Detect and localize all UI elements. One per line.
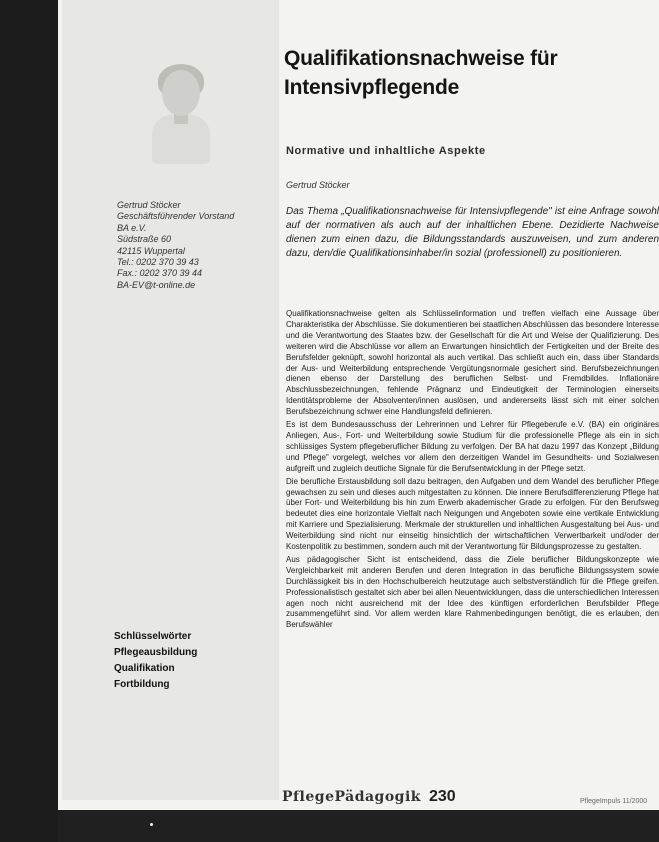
body-paragraph: Die berufliche Erstausbildung soll dazu beitragen, den Aufgaben und dem Wandel des beruflicher Pflege gewachsen zu sein und dieses auch mitgestalten zu können. Die innere Berufsdifferenzierung Pflege hat über Fort- und Weiterbildung bis hin zum Erwerb akademischer Grade zu erfolgen. Für den Berufsweg bedeutet dies eine horizontale Vielfalt nach Neigungen und Angeboten sowie eine vertikale Entwicklung mit Karriere und Spezialisierung. Merkmale der strukturellen und inhaltlichen Ausgestaltung bei Aus- und Weiterbildung sind nicht nur einseitig hinsichtlich der wirtschaftlichen Verwertbarkeit und/oder der Kostenpolitik zu bestimmen, sondern auch mit der Verantwortung für Bildungsprozesse zu gestalten. (286, 476, 659, 552)
article-lead: Das Thema „Qualifikationsnachweise für Intensivpflegende" ist eine Anfrage sowohl auf der normativen als auch auf der inhaltlichen Ebene. Dezidierte Nachweise dienen zum einen dazu, die Bildungsstandards auszuweisen, und zum anderen dazu, den/die Qualifikationsinhaber/in sozial (professionell) zu positionieren. (286, 206, 659, 259)
page-footer (282, 788, 456, 806)
article-title (284, 44, 659, 102)
contact-city: 42115 Wuppertal (117, 245, 185, 256)
contact-fax: Fax.: 0202 370 39 44 (117, 268, 203, 279)
keywords-list (114, 629, 274, 693)
keyword-heading: Schlüsselwörter (114, 631, 192, 642)
issue-label: PflegeImpuls 11/2000 (580, 798, 648, 805)
contact-tel: Tel.: 0202 370 39 43 (117, 257, 199, 268)
contact-name: Gertrud Stöcker (117, 200, 181, 210)
keyword-item: Fortbildung (114, 679, 170, 690)
title-line-1: Qualifikationsnachweise für (284, 47, 558, 70)
body-paragraph: Es ist dem Bundesausschuss der Lehrerinnen und Lehrer für Pflegeberufe e.V. (BA) ein originäres Anliegen, Aus-, Fort- und Weiterbildung sowie Studium für die professionelle Pflege als ein in sich schlüssiges System pflegeberuflicher Bildung zu verfolgen. Der BA hat dazu 1997 das Konzept „Bildung und Pflege" vorgelegt, welches vor allem den derzeitigen Wandel im Gesundheits- und Sozialwesen aufgreift und zugleich deutliche Signale für die Berufsentwicklung in der Pflege setzt. (286, 420, 659, 473)
contact-org: BA e.V. (117, 222, 147, 233)
article-body (286, 309, 659, 633)
keyword-item: Pflegeausbildung (114, 647, 198, 658)
journal-name: PflegePädagogik (282, 789, 421, 805)
author-photo (152, 70, 210, 165)
article-subtitle: Normative und inhaltliche Aspekte (286, 145, 486, 157)
body-paragraph: Qualifikationsnachweise gelten als Schlüsselinformation und treffen vielfach eine Aussage über Charakteristika der Abschlüsse. Sie dokumentieren bei staatlichen Abschlüssen das besondere Interesse und die Verantwortung des Staates bzw. der Gesellschaft für die Art und Weise der Qualifizierung. Des weiteren wird die Abschlüsse vor allem an Erwartungen hinsichtlich der Fertigkeiten und der Breite des Berufsfelder geknüpft, sowohl horizontal als auch vertikal. Das schließt auch ein, dass über Standards der Aus- und Weiterbildung entsprechende Vergütungsnormale gesichert sind. Berufsbezeichnungen dienen ebenso der Darstellung des beruflichen Selbst- und Fremdbildes. Inflationäre Abschlussbezeichnungen, fehlende Prägnanz und Eindeutigkeit der Terminologien einerseits Identitätsprobleme der Absolventen/innen auslösen, und andererseits lässt sich mit einer solchen Berufsbezeichnung schwer eine Handlungsfeld definieren. (286, 309, 659, 417)
page-number: 230 (429, 788, 456, 805)
contact-email: BA-EV@t-online.de (117, 279, 196, 290)
contact-role: Geschäftsführender Vorstand (117, 211, 235, 222)
dust-speck (150, 823, 153, 826)
body-paragraph: Aus pädagogischer Sicht ist entscheidend, dass die Ziele beruflicher Bildungskonzepte wie Vergleichbarkeit mit anderen Berufen und deren Integration in das berufliche Bildungssystem sowie Durchlässigkeit bis in den Hochschulbereich heutzutage auch selbstverständlich für die Pflege greifen. Professionalistisch gestaltet sich aber bei allen Neuentwicklungen, dass die unterschiedlichen Interessen agen noch nicht ausreichend mit der Idee des künftigen erforderlichen Berufsbilder Pflege zusammengeführt sind. Vor allem werden klare Rahmenbedingungen benötigt, die es erlauben, den Berufswähler (286, 554, 659, 630)
scan-edge (58, 810, 659, 842)
title-line-2: Intensivpflegende (284, 76, 460, 99)
contact-street: Südstraße 60 (117, 234, 172, 245)
article-author: Gertrud Stöcker (286, 180, 350, 190)
keyword-item: Qualifikation (114, 663, 175, 674)
author-contact (117, 200, 277, 291)
